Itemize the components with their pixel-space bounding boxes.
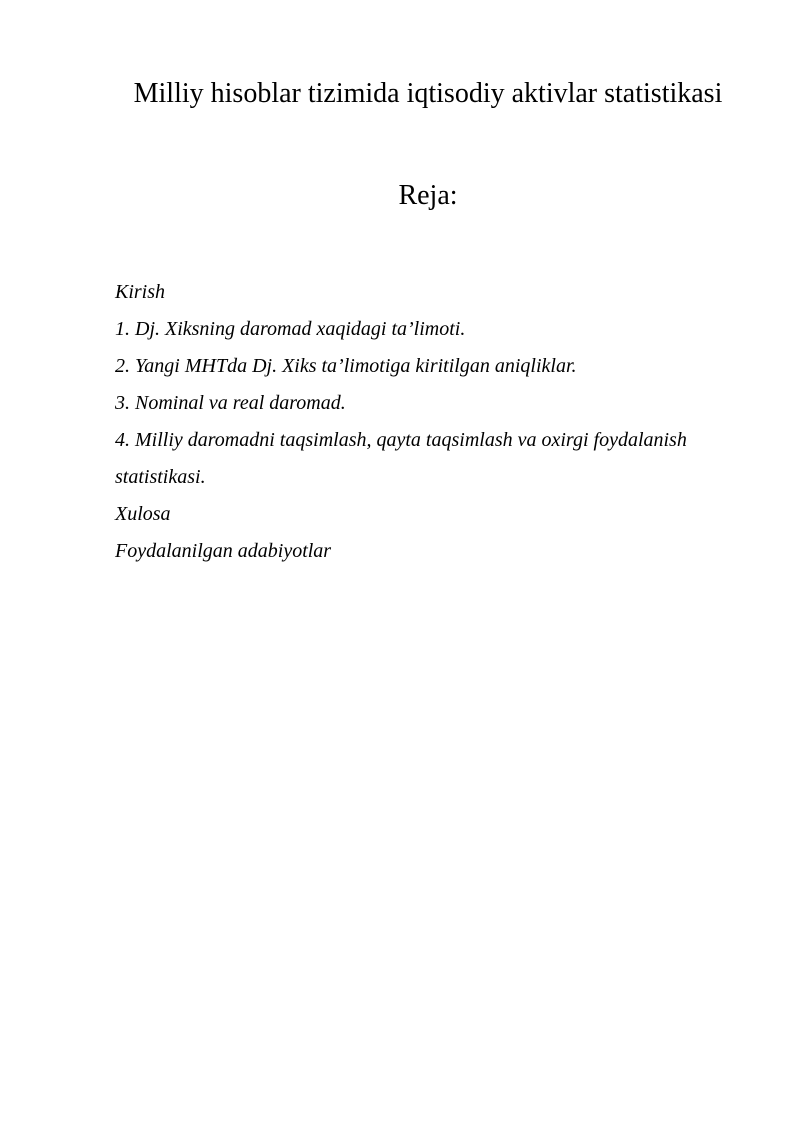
toc-item-3: 3. Nominal va real daromad. bbox=[115, 392, 346, 414]
toc-item-conclusion: Xulosa bbox=[115, 503, 171, 525]
toc-item-introduction: Kirish bbox=[115, 281, 166, 303]
table-of-contents bbox=[115, 274, 755, 570]
toc-item-4: 4. Milliy daromadni taqsimlash, qayta taqsimlash va oxirgi foydalanish bbox=[115, 429, 687, 451]
plan-heading: Reja: bbox=[398, 180, 458, 211]
toc-item-references: Foydalanilgan adabiyotlar bbox=[115, 540, 332, 562]
document-title: Milliy hisoblar tizimida iqtisodiy aktivlar statistikasi bbox=[133, 78, 723, 109]
toc-item-2: 2. Yangi MHTda Dj. Xiks ta’limotiga kiritilgan aniqliklar. bbox=[115, 355, 577, 377]
toc-item-4-continuation: statistikasi. bbox=[115, 466, 206, 488]
toc-item-1: 1. Dj. Xiksning daromad xaqidagi ta’limoti. bbox=[115, 318, 466, 340]
